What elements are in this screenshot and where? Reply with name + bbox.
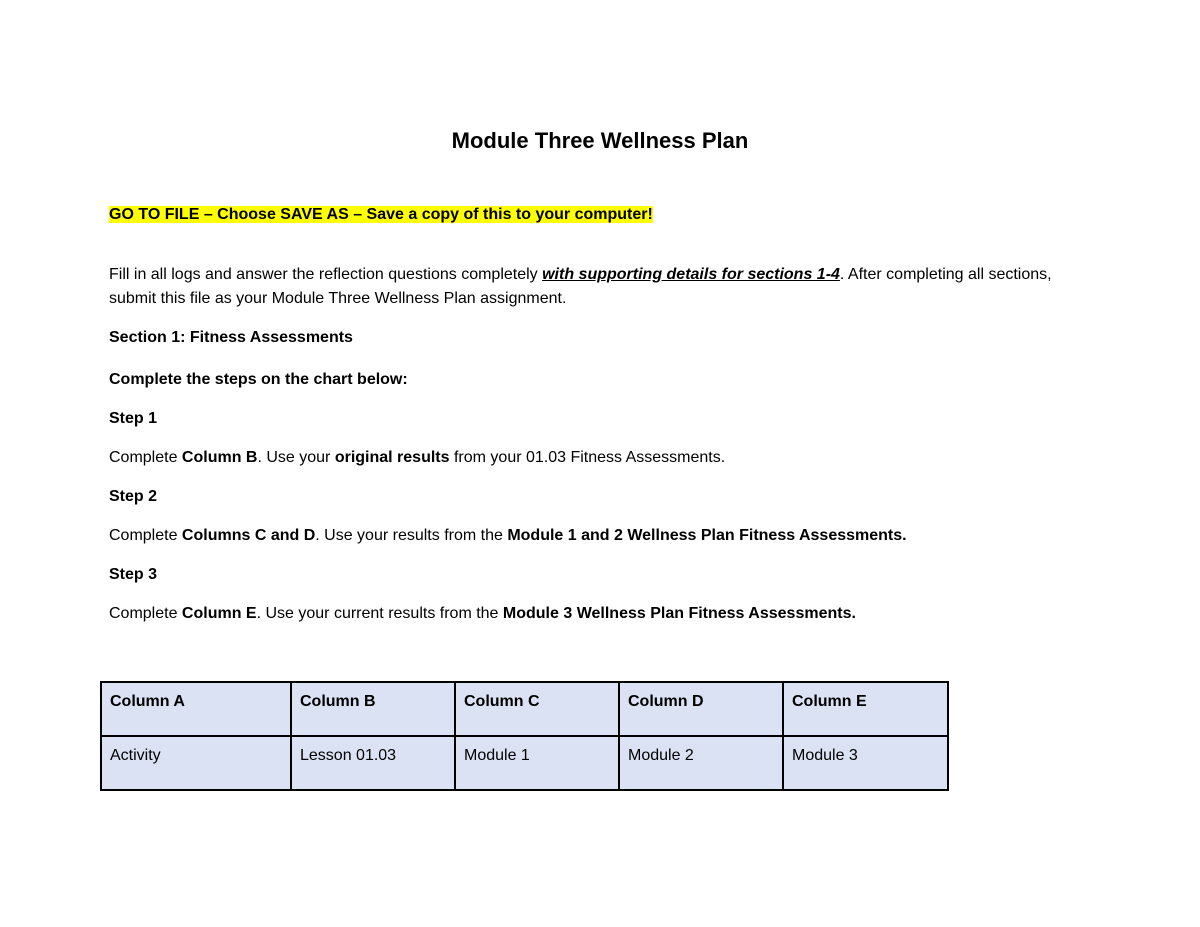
step-1-text-b: . Use your [257,449,335,466]
table-header-cell: Column E [783,682,948,736]
table-header-cell: Column B [291,682,455,736]
step-2-text-b: . Use your results from the [315,527,508,544]
step-2-label: Step 2 [109,488,158,505]
step-2-text-a: Complete [109,527,182,544]
intro-emphasis: with supporting details for sections 1-4 [542,266,840,283]
table-cell[interactable]: Module 2 [619,736,783,790]
step-1-text [109,446,1089,470]
step-2-text [109,524,1089,548]
step-3-text-a: Complete [109,605,182,622]
instruction-heading: Complete the steps on the chart below: [109,371,408,388]
step-1-text-a: Complete [109,449,182,466]
intro-text-end: . After completing all sections, submit this file as your Module Three Wellness Plan assignment. [109,266,1052,307]
step-3-bold-b: Module 3 Wellness Plan Fitness Assessments. [502,605,856,622]
intro-paragraph [109,263,1089,311]
step-3-label: Step 3 [109,566,158,583]
step-3-text [109,602,1089,626]
save-notice-text: GO TO FILE – Choose SAVE AS – Save a copy of this to your computer! [109,206,653,223]
table-header-cell: Column A [101,682,291,736]
table-cell[interactable]: Module 1 [455,736,619,790]
table-cell[interactable]: Module 3 [783,736,948,790]
step-1-bold-b: original results [334,449,450,466]
table-header-row [101,682,948,736]
intro-text-start: Fill in all logs and answer the reflection questions completely [109,266,543,283]
table-header-cell: Column C [455,682,619,736]
step-2-bold-b: Module 1 and 2 Wellness Plan Fitness Assessments. [507,527,907,544]
step-1-label: Step 1 [109,410,158,427]
save-notice [109,203,1089,227]
table-header-cell: Column D [619,682,783,736]
table-cell[interactable]: Lesson 01.03 [291,736,455,790]
step-3-text-b: . Use your current results from the [256,605,503,622]
step-2-bold-a: Columns C and D [181,527,316,544]
table-row [101,736,948,790]
step-1-bold-a: Column B [181,449,258,466]
fitness-assessment-table [100,681,949,791]
page-title: Module Three Wellness Plan [451,128,749,153]
section-heading: Section 1: Fitness Assessments [109,329,353,346]
step-3-bold-a: Column E [181,605,257,622]
step-1-text-c: from your 01.03 Fitness Assessments. [449,449,726,466]
table-cell[interactable]: Activity [101,736,291,790]
